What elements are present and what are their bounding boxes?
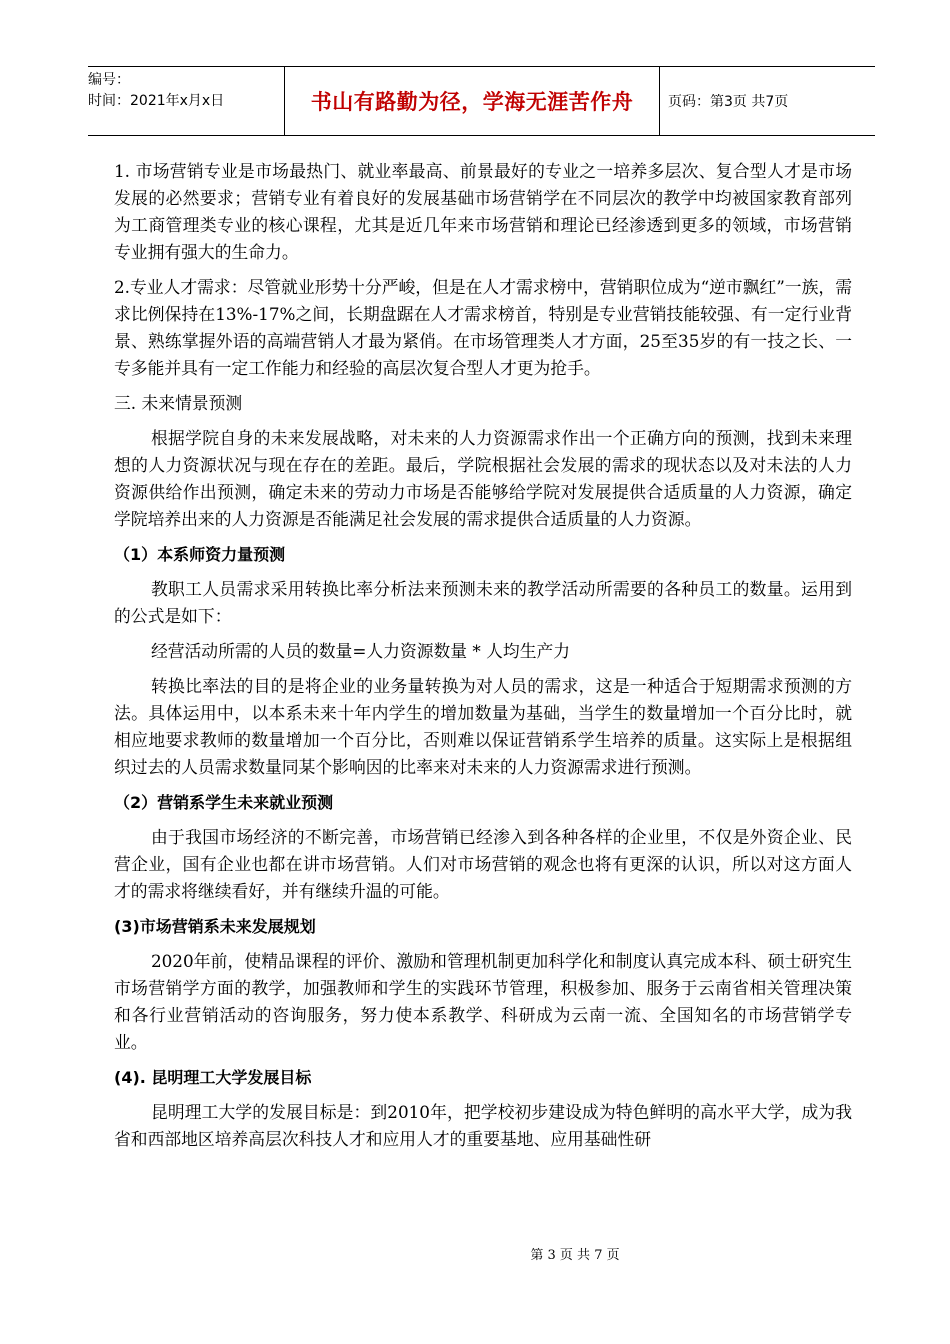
- paragraph-8: 昆明理工大学的发展目标是：到2010年，把学校初步建设成为特色鲜明的高水平大学，成为我省和西部地区培养高层次科技人才和应用人才的重要基地、应用基础性研: [114, 1102, 852, 1149]
- paragraph-2: 2.专业人才需求：尽管就业形势十分严峻，但是在人才需求榜中，营销职位成为“逆市飘红”一族，需求比例保持在13%-17%之间，长期盘踞在人才需求榜首，特别是专业营销技能较强、有一定行业背景、熟练掌握外语的高端营销人才最为紧俏。在市场管理类人才方面，25至35岁的有一技之长、一专多能并具有一定工作能力和经验的高层次复合型人才更为抢手。: [114, 277, 852, 378]
- document-time-label: 时间：2021年x月x日: [88, 93, 225, 109]
- header-motto: 书山有路勤为径，学海无涯苦作舟: [284, 67, 660, 135]
- paragraph-6: 由于我国市场经济的不断完善，市场营销已经渗入到各种各样的企业里，不仅是外资企业、民营企业，国有企业也都在讲市场营销。人们对市场营销的观念也将有更深的认识，所以对这方面人才的需求将继续看好，并有继续升温的可能。: [114, 827, 852, 901]
- formula: 经营活动所需的人员的数量=人力资源数量 * 人均生产力: [150, 641, 571, 661]
- paragraph-5: 转换比率法的目的是将企业的业务量转换为对人员的需求，这是一种适合于短期需求预测的方法。具体运用中，以本系未来十年内学生的增加数量为基础，当学生的数量增加一个百分比时，就相应地要求教师的数量增加一个百分比，否则难以保证营销系学生培养的质量。这实际上是根据组织过去的人员需求数量同某个影响因的比率来对未来的人力资源需求进行预测。: [114, 676, 852, 777]
- subheading-1: （1）本系师资力量预测: [114, 545, 286, 564]
- document-number-label: 编号：: [88, 72, 130, 88]
- section-heading-3: 三. 未来情景预测: [114, 393, 243, 413]
- footer-page-number: 第 3 页 共 7 页: [530, 1248, 620, 1263]
- subheading-2: （2）营销系学生未来就业预测: [114, 793, 334, 812]
- header-page-number: 页码：第3页 共7页: [668, 94, 789, 110]
- paragraph-4: 教职工人员需求采用转换比率分析法来预测未来的教学活动所需要的各种员工的数量。运用到的公式是如下：: [114, 579, 852, 626]
- paragraph-7: 2020年前，使精品课程的评价、激励和管理机制更加科学化和制度认真完成本科、硕士研究生市场营销学方面的教学，加强教师和学生的实践环节管理，积极参加、服务于云南省相关管理决策和各行业营销活动的咨询服务，努力使本系教学、科研成为云南一流、全国知名的市场营销学专业。: [114, 951, 852, 1052]
- paragraph-1: 1. 市场营销专业是市场最热门、就业率最高、前景最好的专业之一培养多层次、复合型人才是市场发展的必然要求；营销专业有着良好的发展基础市场营销学在不同层次的教学中均被国家教育部列为工商管理类专业的核心课程，尤其是近几年来市场营销和理论已经渗透到更多的领域，市场营销专业拥有强大的生命力。: [114, 161, 852, 262]
- page-header: [88, 66, 875, 136]
- paragraph-3: 根据学院自身的未来发展战略，对未来的人力资源需求作出一个正确方向的预测，找到未来理想的人力资源状况与现在存在的差距。最后，学院根据社会发展的需求的现状态以及对未法的人力资源供给作出预测，确定未来的劳动力市场是否能够给学院对发展提供合适质量的人力资源，确定学院培养出来的人力资源是否能满足社会发展的需求提供合适质量的人力资源。: [114, 428, 852, 529]
- subheading-3: (3)市场营销系未来发展规划: [114, 917, 316, 936]
- header-left: [88, 67, 284, 135]
- subheading-4: (4). 昆明理工大学发展目标: [114, 1068, 312, 1087]
- page-footer: [0, 1244, 950, 1263]
- document-body: [114, 158, 852, 1161]
